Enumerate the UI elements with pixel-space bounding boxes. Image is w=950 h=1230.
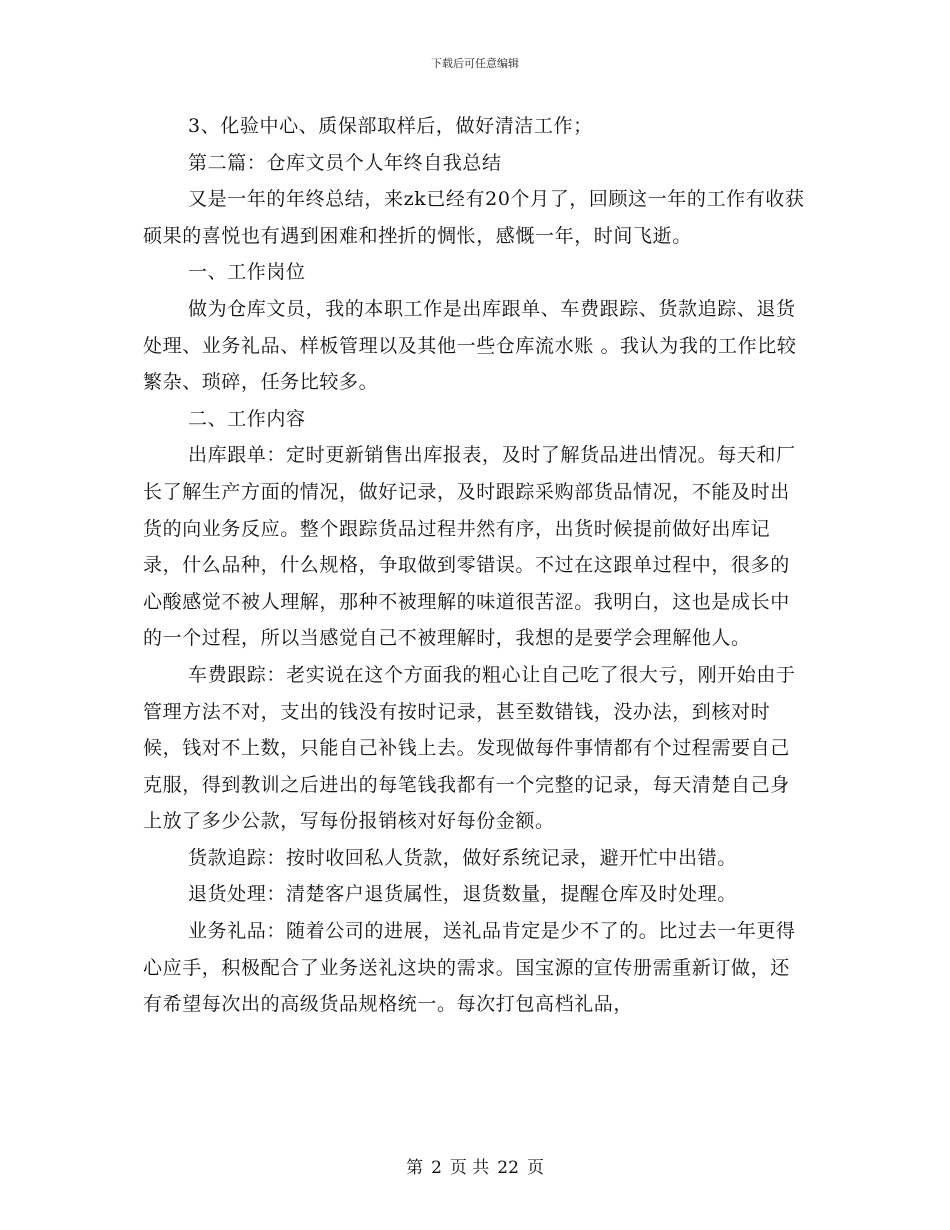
current-page-number: 2 bbox=[431, 1158, 442, 1178]
paragraph: 货款追踪：按时收回私人货款，做好系统记录，避开忙中出错。 bbox=[188, 846, 737, 869]
paragraph: 做为仓库文员，我的本职工作是出库跟单、车费跟踪、货款追踪、退货处理、业务礼品、样板管理以及其他一些仓库流水账 。我认为我的工作比较繁杂、琐碎，任务比较多。 bbox=[143, 297, 797, 394]
paragraph: 车费跟踪：老实说在这个方面我的粗心让自己吃了很大亏，刚开始由于管理方法不对，支出的钱没有按时记录，甚至数错钱，没办法，到核对时候，钱对不上数，只能自己补钱上去。发现做每件事情都有个过程需要自己克服，得到教训之后进出的每笔钱我都有一个完整的记录，每天清楚自己身上放了多少公款，写每份报销核对好每份金额。 bbox=[143, 663, 796, 833]
paragraph: 3、化验中心、质保部取样后，做好清洁工作； bbox=[188, 115, 593, 137]
paragraph: 出库跟单：定时更新销售出库报表，及时了解货品进出情况。每天和厂长了解生产方面的情况，做好记录，及时跟踪采购部货品情况，不能及时出货的向业务反应。整个跟踪货品过程井然有序，出货时候提前做好出库记录，什么品种，什么规格，争取做到零错误。不过在这跟单过程中，很多的心酸感觉不被人理解，那种不被理解的味道很苦涩。我明白，这也是成长中的一个过程，所以当感觉自己不被理解时，我想的是要学会理解他人。 bbox=[143, 444, 796, 650]
paragraph: 退货处理：清楚客户退货属性，退货数量，提醒仓库及时处理。 bbox=[188, 883, 737, 906]
footer-suffix: 页 bbox=[526, 1158, 544, 1178]
page-footer bbox=[0, 1153, 950, 1178]
footer-prefix: 第 bbox=[406, 1158, 424, 1178]
total-pages-number: 22 bbox=[497, 1158, 519, 1178]
footer-middle: 页 共 bbox=[449, 1158, 490, 1178]
paragraph: 业务礼品：随着公司的进展，送礼品肯定是少不了的。比过去一年更得心应手，积极配合了业务送礼这块的需求。国宝源的宣传册需重新订做，还有希望每次出的高级货品规格统一。每次打包高档礼品， bbox=[143, 920, 796, 1016]
section-title: 第二篇：仓库文员个人年终自我总结 bbox=[188, 151, 502, 174]
section-heading: 一、工作岗位 bbox=[188, 261, 306, 284]
section-heading: 二、工作内容 bbox=[188, 407, 306, 430]
document-body bbox=[143, 108, 808, 1023]
paragraph: 又是一年的年终总结，来zk已经有20个月了，回顾这一年的工作有收获硕果的喜悦也有遇到困难和挫折的惆怅，感慨一年，时间飞逝。 bbox=[143, 188, 805, 247]
page-header-note: 下载后可任意编辑 bbox=[431, 57, 519, 70]
